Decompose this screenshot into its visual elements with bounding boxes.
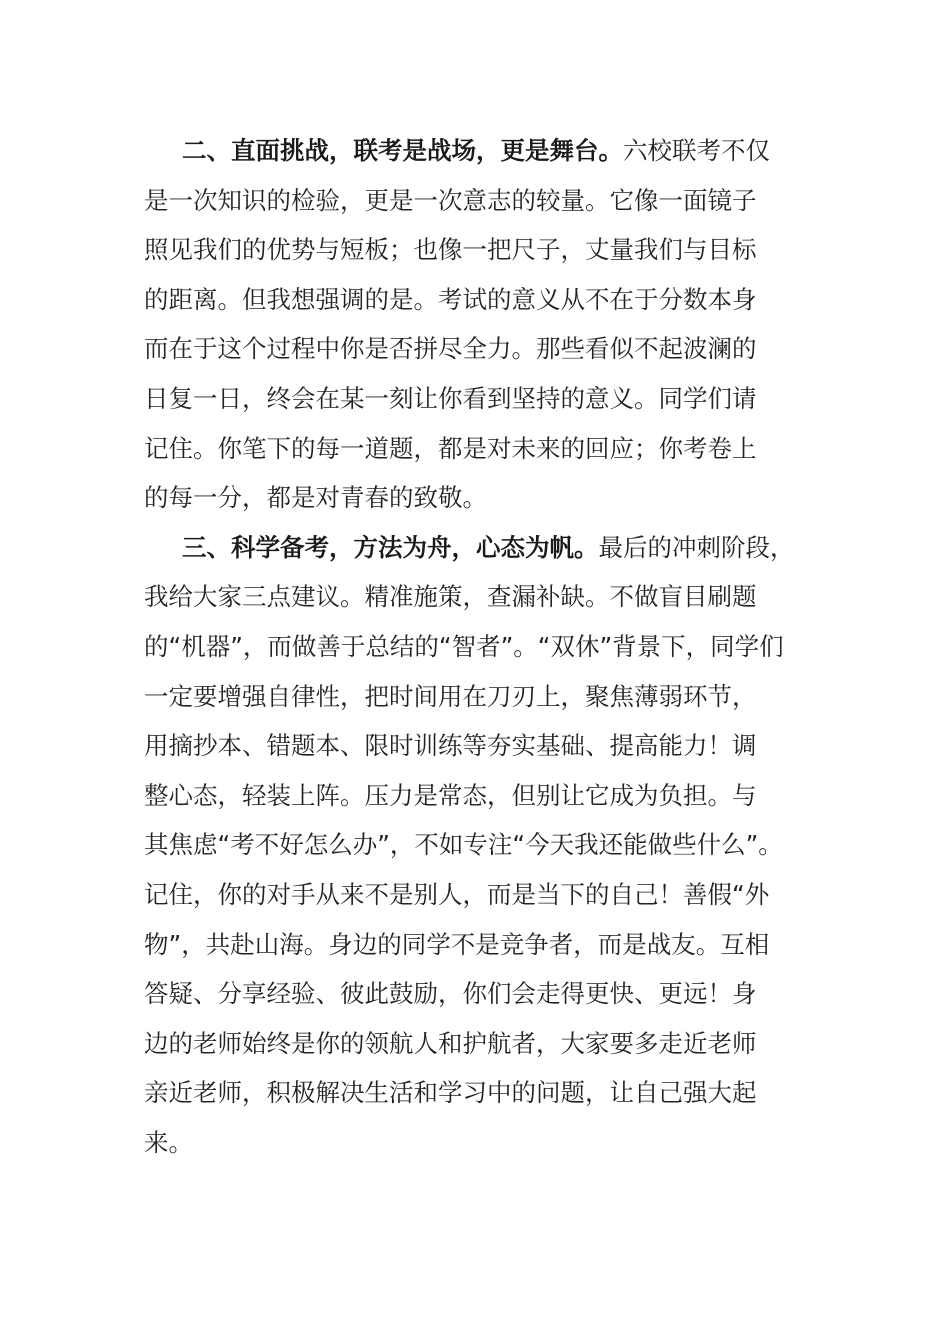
paragraph-line: 记住，你的对手从来不是别人，而是当下的自己！善假“外: [144, 879, 770, 909]
paragraph-line: 日复一日，终会在某一刻让你看到坚持的意义。同学们请: [144, 383, 757, 413]
paragraph-line: 整心态，轻装上阵。压力是常态，但别让它成为负担。与: [144, 780, 757, 810]
paragraph-line: 的“机器”，而做善于总结的“智者”。“双休”背景下，同学们: [144, 631, 784, 661]
document-body: [144, 126, 808, 1167]
paragraph-line: 亲近老师，积极解决生活和学习中的问题，让自己强大起: [144, 1078, 757, 1108]
paragraph-line: 来。: [144, 1127, 193, 1157]
paragraph-line: 用摘抄本、错题本、限时训练等夯实基础、提高能力！调: [144, 731, 757, 761]
section-heading: 三、科学备考，方法为舟，心态为帆。: [182, 532, 599, 562]
paragraph-line: [144, 523, 808, 573]
paragraph-line: 的每一分，都是对青春的致敬。: [144, 483, 487, 513]
paragraph-section-2: [144, 126, 808, 523]
paragraph-line: [144, 126, 808, 176]
line-text: 最后的冲刺阶段，: [598, 532, 795, 562]
paragraph-line: 而在于这个过程中你是否拼尽全力。那些看似不起波澜的: [144, 334, 757, 364]
line-text: 六校联考不仅: [623, 136, 770, 165]
paragraph-line: 我给大家三点建议。精准施策，查漏补缺。不做盲目刷题: [144, 582, 757, 612]
paragraph-line: 物”，共赴山海。身边的同学不是竞争者，而是战友。互相: [144, 929, 770, 959]
paragraph-line: 记住。你笔下的每一道题，都是对未来的回应；你考卷上: [144, 433, 757, 463]
paragraph-line: 照见我们的优势与短板；也像一把尺子，丈量我们与目标: [144, 235, 757, 265]
paragraph-line: 答疑、分享经验、彼此鼓励，你们会走得更快、更远！身: [144, 979, 757, 1009]
paragraph-line: 其焦虑“考不好怎么办”，不如专注“今天我还能做些什么”。: [144, 830, 783, 860]
paragraph-section-3: [144, 523, 808, 1168]
section-heading: 二、直面挑战，联考是战场，更是舞台。: [182, 136, 623, 165]
paragraph-line: 边的老师始终是你的领航人和护航者，大家要多走近老师: [144, 1028, 757, 1058]
paragraph-line: 是一次知识的检验，更是一次意志的较量。它像一面镜子: [144, 185, 757, 215]
paragraph-line: 一定要增强自律性，把时间用在刀刃上，聚焦薄弱环节，: [144, 681, 757, 711]
paragraph-line: 的距离。但我想强调的是。考试的意义从不在于分数本身: [144, 284, 757, 314]
